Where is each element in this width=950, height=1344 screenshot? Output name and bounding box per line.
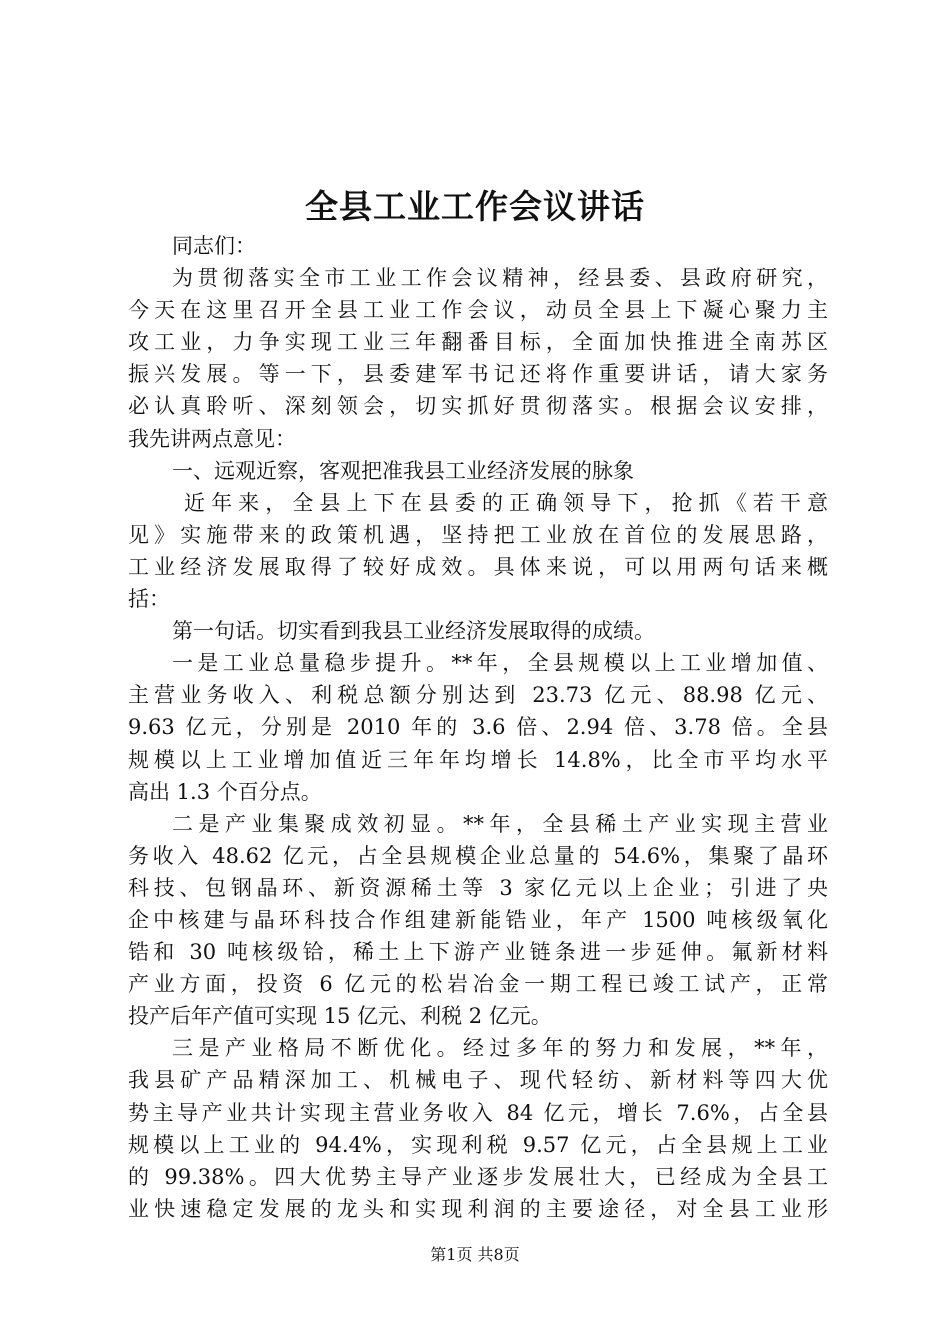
salutation-line: 同志们： xyxy=(172,234,256,258)
paragraph-line: 务收入 48.62 亿元，占全县规模企业总量的 54.6%，集聚了晶环 xyxy=(128,843,828,868)
paragraph-line: 振兴发展。等一下，县委建军书记还将作重要讲话，请大家务 xyxy=(128,362,828,387)
paragraph-line: 规模以上工业的 94.4%，实现利税 9.57 亿元，占全县规上工业 xyxy=(128,1132,828,1157)
paragraph-line: 二是产业集聚成效初显。**年，全县稀土产业实现主营业 xyxy=(172,811,828,836)
paragraph-line: 括： xyxy=(128,587,170,612)
paragraph-line: 我县矿产品精深加工、机械电子、现代轻纺、新材料等四大优 xyxy=(128,1068,828,1093)
section-heading: 一、远观近察，客观把准我县工业经济发展的脉象 xyxy=(172,458,634,483)
paragraph-line: 为贯彻落实全市工业工作会议精神，经县委、县政府研究， xyxy=(172,266,828,291)
paragraph-line: 9.63 亿元，分别是 2010 年的 3.6 倍、2.94 倍、3.78 倍。全县 xyxy=(128,715,828,740)
page-number-footer: 第1页 共8页 xyxy=(430,1245,520,1264)
paragraph-line: 工业经济发展取得了较好成效。具体来说，可以用两句话来概 xyxy=(128,554,828,579)
paragraph-line: 必认真聆听、深刻领会，切实抓好贯彻落实。根据会议安排， xyxy=(128,394,828,419)
paragraph-line: 的 99.38%。四大优势主导产业逐步发展壮大，已经成为全县工 xyxy=(128,1164,828,1189)
paragraph-line: 产业方面，投资 6 亿元的松岩冶金一期工程已竣工试产，正常 xyxy=(128,972,828,997)
paragraph-line: 见》实施带来的政策机遇，坚持把工业放在首位的发展思路， xyxy=(128,522,828,547)
paragraph-line: 规模以上工业增加值近三年年均增长 14.8%，比全市平均水平 xyxy=(128,747,828,772)
paragraph-line: 攻工业，力争实现工业三年翻番目标，全面加快推进全南苏区 xyxy=(128,330,828,355)
paragraph-line: 企中核建与晶环科技合作组建新能锆业，年产 1500 吨核级氧化 xyxy=(128,907,828,932)
paragraph-line: 高出 1.3 个百分点。 xyxy=(128,779,322,804)
paragraph-line: 主营业务收入、利税总额分别达到 23.73 亿元、88.98 亿元、 xyxy=(128,683,828,708)
paragraph-line: 投产后年产值可实现 15 亿元、利税 2 亿元。 xyxy=(128,1004,552,1029)
paragraph-line: 势主导产业共计实现主营业务收入 84 亿元，增长 7.6%，占全县 xyxy=(128,1100,828,1125)
paragraph-line: 业快速稳定发展的龙头和实现利润的主要途径，对全县工业形 xyxy=(128,1196,828,1221)
paragraph-line: 近年来，全县上下在县委的正确领导下，抢抓《若干意 xyxy=(184,490,828,515)
document-title: 全县工业工作会议讲话 xyxy=(305,187,645,226)
paragraph-line: 今天在这里召开全县工业工作会议，动员全县上下凝心聚力主 xyxy=(128,298,828,323)
document-body xyxy=(128,230,828,1225)
paragraph-line: 锆和 30 吨核级铪，稀土上下游产业链条进一步延伸。氟新材料 xyxy=(128,940,828,965)
paragraph-line: 一是工业总量稳步提升。**年，全县规模以上工业增加值、 xyxy=(172,651,828,676)
paragraph-line: 第一句话。切实看到我县工业经济发展取得的成绩。 xyxy=(172,619,655,644)
paragraph-line: 科技、包钢晶环、新资源稀土等 3 家亿元以上企业；引进了央 xyxy=(128,875,828,900)
paragraph-line: 三是产业格局不断优化。经过多年的努力和发展，**年， xyxy=(172,1036,828,1061)
paragraph-line: 我先讲两点意见： xyxy=(128,426,296,451)
